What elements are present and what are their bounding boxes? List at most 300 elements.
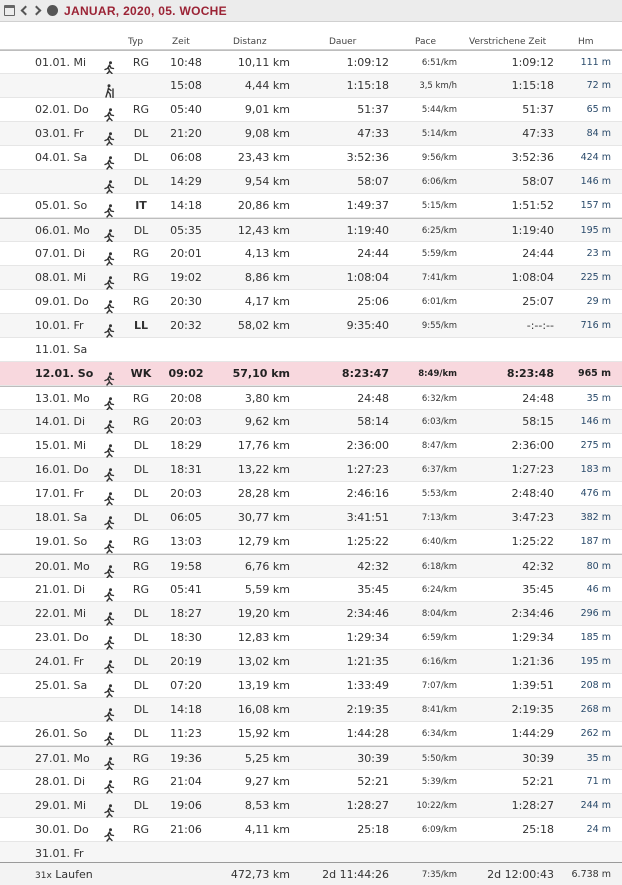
row-distance: 4,11 km bbox=[244, 823, 290, 836]
row-elevation: 157 m bbox=[580, 200, 611, 211]
row-time: 19:02 bbox=[170, 271, 202, 284]
row-elevation bbox=[565, 343, 611, 344]
row-duration: 25:06 bbox=[357, 295, 389, 308]
row-elapsed: 1:19:40 bbox=[511, 224, 554, 237]
activity-count: 31x bbox=[35, 871, 52, 881]
running-icon bbox=[103, 392, 115, 406]
running-icon bbox=[103, 631, 115, 645]
row-duration: 3:52:36 bbox=[346, 151, 389, 164]
row-elapsed: 2:36:00 bbox=[511, 439, 554, 452]
row-time: 13:03 bbox=[170, 535, 202, 548]
row-date: 12.01. So bbox=[35, 367, 94, 380]
chevron-right-icon bbox=[32, 6, 42, 16]
running-icon bbox=[103, 703, 115, 717]
total-elevation: 6.738 m bbox=[571, 869, 611, 880]
row-type: RG bbox=[132, 271, 150, 284]
row-elapsed: 3:47:23 bbox=[511, 511, 554, 524]
row-date: 06.01. Mo bbox=[35, 224, 90, 237]
row-elevation bbox=[565, 847, 611, 848]
row-time: 15:08 bbox=[170, 79, 202, 92]
row-elevation: 84 m bbox=[586, 128, 611, 139]
table-row[interactable] bbox=[0, 818, 622, 842]
row-type: DL bbox=[133, 175, 149, 188]
row-elevation: 29 m bbox=[586, 296, 611, 307]
row-time: 20:01 bbox=[170, 247, 202, 260]
table-row[interactable] bbox=[0, 122, 622, 146]
row-elevation: 71 m bbox=[586, 776, 611, 787]
row-pace: 8:04/km bbox=[421, 609, 457, 619]
running-icon bbox=[103, 439, 115, 453]
row-elevation: 424 m bbox=[580, 152, 611, 163]
row-type: DL bbox=[133, 799, 149, 812]
table-row[interactable] bbox=[0, 74, 622, 98]
row-duration: 1:33:49 bbox=[346, 679, 389, 692]
running-icon bbox=[103, 752, 115, 766]
row-date: 15.01. Mi bbox=[35, 439, 87, 452]
row-pace: 7:07/km bbox=[421, 681, 457, 691]
row-type: DL bbox=[133, 511, 149, 524]
row-elapsed: 1:29:34 bbox=[511, 631, 554, 644]
row-distance: 58,02 km bbox=[237, 319, 290, 332]
row-elapsed: 52:21 bbox=[522, 775, 554, 788]
row-pace: 6:01/km bbox=[421, 297, 457, 307]
row-duration: 1:21:35 bbox=[346, 655, 389, 668]
title-bar bbox=[0, 0, 622, 22]
row-date: 04.01. Sa bbox=[35, 151, 88, 164]
row-elapsed: 24:44 bbox=[522, 247, 554, 260]
activity-table bbox=[0, 50, 622, 866]
row-elevation: 23 m bbox=[586, 248, 611, 259]
row-distance: 4,17 km bbox=[244, 295, 290, 308]
row-elevation: 965 m bbox=[577, 368, 611, 379]
table-row[interactable] bbox=[0, 722, 622, 746]
row-elevation: 296 m bbox=[580, 608, 611, 619]
row-elevation: 80 m bbox=[586, 561, 611, 572]
row-pace: 6:32/km bbox=[421, 394, 457, 404]
row-type: WK bbox=[130, 367, 152, 380]
row-duration: 2:19:35 bbox=[346, 703, 389, 716]
row-duration: 47:33 bbox=[357, 127, 389, 140]
row-type: RG bbox=[132, 752, 150, 765]
header-verstrichene-zeit[interactable]: Verstrichene Zeit bbox=[469, 37, 547, 47]
running-icon bbox=[103, 319, 115, 333]
table-row[interactable] bbox=[0, 770, 622, 794]
row-elevation: 716 m bbox=[580, 320, 611, 331]
row-type: DL bbox=[133, 655, 149, 668]
row-elevation: 275 m bbox=[580, 440, 611, 451]
row-time: 19:36 bbox=[170, 752, 202, 765]
row-time: 20:03 bbox=[170, 415, 202, 428]
table-row[interactable] bbox=[0, 266, 622, 290]
row-duration: 24:44 bbox=[357, 247, 389, 260]
row-elevation: 268 m bbox=[580, 704, 611, 715]
row-date: 29.01. Mi bbox=[35, 799, 87, 812]
row-elapsed: 25:18 bbox=[522, 823, 554, 836]
row-type: DL bbox=[133, 439, 149, 452]
row-time: 14:29 bbox=[170, 175, 202, 188]
table-row[interactable] bbox=[0, 530, 622, 554]
row-time: 05:35 bbox=[170, 224, 202, 237]
running-icon bbox=[103, 463, 115, 477]
table-row[interactable] bbox=[0, 50, 622, 74]
row-duration: 30:39 bbox=[357, 752, 389, 765]
table-row[interactable] bbox=[0, 602, 622, 626]
row-type: DL bbox=[133, 703, 149, 716]
table-row[interactable] bbox=[0, 218, 622, 242]
row-date: 21.01. Di bbox=[35, 583, 86, 596]
row-pace: 5:59/km bbox=[421, 249, 457, 259]
row-date: 17.01. Fr bbox=[35, 487, 84, 500]
row-elevation: 65 m bbox=[586, 104, 611, 115]
row-time: 18:31 bbox=[170, 463, 202, 476]
table-row[interactable] bbox=[0, 626, 622, 650]
row-date: 22.01. Mi bbox=[35, 607, 87, 620]
header-typ[interactable]: Typ bbox=[128, 37, 144, 47]
next-week-button[interactable] bbox=[33, 4, 43, 18]
row-elapsed: 1:21:36 bbox=[511, 655, 554, 668]
page-title: JANUAR, 2020, 05. WOCHE bbox=[64, 3, 227, 18]
row-elapsed: 35:45 bbox=[522, 583, 554, 596]
row-elapsed: 2:48:40 bbox=[511, 487, 554, 500]
row-duration: 9:35:40 bbox=[346, 319, 389, 332]
row-duration: 42:32 bbox=[357, 560, 389, 573]
row-distance: 30,77 km bbox=[237, 511, 290, 524]
table-row[interactable] bbox=[0, 314, 622, 338]
row-elapsed: 1:39:51 bbox=[511, 679, 554, 692]
row-pace: 9:56/km bbox=[421, 153, 457, 163]
row-pace: 6:51/km bbox=[421, 58, 457, 68]
running-icon bbox=[103, 56, 115, 70]
row-pace: 8:47/km bbox=[421, 441, 457, 451]
row-type: DL bbox=[133, 463, 149, 476]
running-icon bbox=[103, 679, 115, 693]
row-duration: 1:49:37 bbox=[346, 199, 389, 212]
header-pace[interactable]: Pace bbox=[415, 37, 437, 47]
row-type: RG bbox=[132, 560, 150, 573]
row-pace: 5:15/km bbox=[421, 201, 457, 211]
running-icon bbox=[103, 560, 115, 574]
row-distance: 6,76 km bbox=[244, 560, 290, 573]
row-elevation: 72 m bbox=[586, 80, 611, 91]
average-pace: 7:35/km bbox=[421, 870, 457, 880]
row-pace: 3,5 km/h bbox=[419, 81, 457, 91]
row-time: 18:27 bbox=[170, 607, 202, 620]
table-row[interactable] bbox=[0, 410, 622, 434]
table-row[interactable] bbox=[0, 362, 622, 386]
row-pace: 10:22/km bbox=[416, 801, 457, 811]
row-duration: 2:46:16 bbox=[346, 487, 389, 500]
row-duration: 51:37 bbox=[357, 103, 389, 116]
row-elapsed: 1:08:04 bbox=[511, 271, 554, 284]
row-pace: 9:55/km bbox=[421, 321, 457, 331]
row-time: 20:19 bbox=[170, 655, 202, 668]
row-elapsed: 1:09:12 bbox=[511, 56, 554, 69]
row-distance: 20,86 km bbox=[237, 199, 290, 212]
running-icon bbox=[103, 367, 115, 381]
row-pace: 7:41/km bbox=[421, 273, 457, 283]
row-distance: 28,28 km bbox=[237, 487, 290, 500]
row-elevation: 183 m bbox=[580, 464, 611, 475]
row-elevation: 187 m bbox=[580, 536, 611, 547]
running-icon bbox=[103, 127, 115, 141]
row-type: RG bbox=[132, 56, 150, 69]
row-type: RG bbox=[132, 415, 150, 428]
row-pace: 7:13/km bbox=[421, 513, 457, 523]
row-distance: 5,25 km bbox=[244, 752, 290, 765]
row-distance: 5,59 km bbox=[244, 583, 290, 596]
totals-row bbox=[0, 862, 622, 885]
table-row[interactable] bbox=[0, 554, 622, 578]
row-elapsed: 58:15 bbox=[522, 415, 554, 428]
row-type: RG bbox=[132, 392, 150, 405]
row-pace: 6:37/km bbox=[421, 465, 457, 475]
running-icon bbox=[103, 799, 115, 813]
table-row[interactable] bbox=[0, 506, 622, 530]
row-date: 01.01. Mi bbox=[35, 56, 87, 69]
row-time: 18:29 bbox=[170, 439, 202, 452]
header-hm[interactable]: Hm bbox=[578, 37, 594, 47]
row-elapsed: 8:23:48 bbox=[506, 367, 554, 380]
row-duration: 1:08:04 bbox=[346, 271, 389, 284]
row-time: 19:58 bbox=[170, 560, 202, 573]
row-pace: 5:39/km bbox=[421, 777, 457, 787]
table-row[interactable] bbox=[0, 458, 622, 482]
row-time: 06:08 bbox=[170, 151, 202, 164]
row-elapsed: 1:25:22 bbox=[511, 535, 554, 548]
table-row[interactable] bbox=[0, 698, 622, 722]
table-row[interactable] bbox=[0, 338, 622, 362]
row-elevation: 225 m bbox=[580, 272, 611, 283]
row-pace: 6:06/km bbox=[421, 177, 457, 187]
row-type: DL bbox=[133, 151, 149, 164]
table-row[interactable] bbox=[0, 650, 622, 674]
row-elapsed: 30:39 bbox=[522, 752, 554, 765]
row-distance: 13,22 km bbox=[237, 463, 290, 476]
table-row[interactable] bbox=[0, 146, 622, 170]
row-distance: 9,27 km bbox=[244, 775, 290, 788]
chevron-left-icon bbox=[21, 6, 31, 16]
row-distance: 9,62 km bbox=[244, 415, 290, 428]
row-elevation: 185 m bbox=[580, 632, 611, 643]
row-pace: 6:03/km bbox=[421, 417, 457, 427]
table-row[interactable] bbox=[0, 746, 622, 770]
row-duration: 2:36:00 bbox=[346, 439, 389, 452]
running-icon bbox=[103, 487, 115, 501]
running-icon bbox=[103, 655, 115, 669]
running-icon bbox=[103, 247, 115, 261]
row-duration: 3:41:51 bbox=[346, 511, 389, 524]
row-pace: 5:50/km bbox=[421, 754, 457, 764]
row-elevation: 35 m bbox=[586, 393, 611, 404]
row-date: 18.01. Sa bbox=[35, 511, 88, 524]
row-type: RG bbox=[132, 103, 150, 116]
total-distance: 472,73 km bbox=[230, 868, 290, 881]
row-type: RG bbox=[132, 823, 150, 836]
row-elapsed: 25:07 bbox=[522, 295, 554, 308]
row-time: 10:48 bbox=[170, 56, 202, 69]
total-duration: 2d 11:44:26 bbox=[322, 868, 389, 881]
row-duration: 1:44:28 bbox=[346, 727, 389, 740]
row-duration: 2:34:46 bbox=[346, 607, 389, 620]
row-elapsed: 1:51:52 bbox=[511, 199, 554, 212]
running-icon bbox=[103, 415, 115, 429]
row-distance: 4,13 km bbox=[244, 247, 290, 260]
column-headers bbox=[0, 34, 622, 50]
row-distance: 57,10 km bbox=[232, 367, 290, 380]
row-duration: 52:21 bbox=[357, 775, 389, 788]
header-dauer[interactable]: Dauer bbox=[329, 37, 357, 47]
row-pace bbox=[405, 847, 457, 849]
running-icon bbox=[103, 535, 115, 549]
row-distance: 15,92 km bbox=[237, 727, 290, 740]
row-elevation: 24 m bbox=[586, 824, 611, 835]
table-row[interactable] bbox=[0, 578, 622, 602]
row-pace: 6:25/km bbox=[421, 226, 457, 236]
table-row[interactable] bbox=[0, 170, 622, 194]
row-type: DL bbox=[133, 607, 149, 620]
row-elapsed: -:--:-- bbox=[526, 319, 554, 332]
table-row[interactable] bbox=[0, 434, 622, 458]
row-duration: 1:28:27 bbox=[346, 799, 389, 812]
row-elevation: 244 m bbox=[580, 800, 611, 811]
running-icon bbox=[103, 224, 115, 238]
running-icon bbox=[103, 583, 115, 597]
row-distance: 13,02 km bbox=[237, 655, 290, 668]
row-duration: 58:14 bbox=[357, 415, 389, 428]
row-time: 05:40 bbox=[170, 103, 202, 116]
calendar-icon[interactable] bbox=[4, 4, 15, 18]
row-time: 14:18 bbox=[170, 199, 202, 212]
row-pace: 6:24/km bbox=[421, 585, 457, 595]
row-date: 13.01. Mo bbox=[35, 392, 90, 405]
row-elevation: 35 m bbox=[586, 753, 611, 764]
row-distance: 23,43 km bbox=[237, 151, 290, 164]
table-row[interactable] bbox=[0, 290, 622, 314]
row-duration: 1:15:18 bbox=[346, 79, 389, 92]
row-elevation: 208 m bbox=[580, 680, 611, 691]
row-time: 20:32 bbox=[170, 319, 202, 332]
row-time: 20:30 bbox=[170, 295, 202, 308]
row-pace: 5:44/km bbox=[421, 105, 457, 115]
table-row[interactable] bbox=[0, 98, 622, 122]
row-distance: 10,11 km bbox=[237, 56, 290, 69]
table-row[interactable] bbox=[0, 242, 622, 266]
row-elevation: 46 m bbox=[586, 584, 611, 595]
row-time: 07:20 bbox=[170, 679, 202, 692]
table-row[interactable] bbox=[0, 386, 622, 410]
total-elapsed: 2d 12:00:43 bbox=[487, 868, 554, 881]
row-elapsed: 47:33 bbox=[522, 127, 554, 140]
row-elapsed: 1:27:23 bbox=[511, 463, 554, 476]
row-pace: 5:14/km bbox=[421, 129, 457, 139]
row-date: 27.01. Mo bbox=[35, 752, 90, 765]
row-date: 14.01. Di bbox=[35, 415, 86, 428]
row-date: 10.01. Fr bbox=[35, 319, 84, 332]
row-elapsed: 42:32 bbox=[522, 560, 554, 573]
row-date: 20.01. Mo bbox=[35, 560, 90, 573]
running-icon bbox=[103, 775, 115, 789]
row-date: 11.01. Sa bbox=[35, 343, 88, 356]
row-duration: 1:29:34 bbox=[346, 631, 389, 644]
row-date: 09.01. Do bbox=[35, 295, 89, 308]
row-distance: 17,76 km bbox=[237, 439, 290, 452]
hiking-icon bbox=[103, 79, 115, 93]
running-icon bbox=[103, 295, 115, 309]
row-pace: 5:53/km bbox=[421, 489, 457, 499]
table-row[interactable] bbox=[0, 194, 622, 218]
row-elevation: 195 m bbox=[580, 225, 611, 236]
row-type: DL bbox=[133, 727, 149, 740]
previous-week-button[interactable] bbox=[19, 4, 29, 18]
header-distanz[interactable]: Distanz bbox=[233, 37, 267, 47]
row-pace: 6:16/km bbox=[421, 657, 457, 667]
row-date: 26.01. So bbox=[35, 727, 88, 740]
header-zeit[interactable]: Zeit bbox=[172, 37, 190, 47]
row-pace: 6:59/km bbox=[421, 633, 457, 643]
table-row[interactable] bbox=[0, 482, 622, 506]
row-elevation: 476 m bbox=[580, 488, 611, 499]
row-pace: 6:34/km bbox=[421, 729, 457, 739]
row-elevation: 195 m bbox=[580, 656, 611, 667]
row-type: DL bbox=[133, 631, 149, 644]
row-type: RG bbox=[132, 295, 150, 308]
row-distance: 12,43 km bbox=[237, 224, 290, 237]
row-type: DL bbox=[133, 127, 149, 140]
running-icon bbox=[103, 103, 115, 117]
row-elapsed: 51:37 bbox=[522, 103, 554, 116]
row-time: 21:20 bbox=[170, 127, 202, 140]
row-time: 19:06 bbox=[170, 799, 202, 812]
table-row[interactable] bbox=[0, 674, 622, 698]
row-distance: 8,53 km bbox=[244, 799, 290, 812]
row-elevation: 146 m bbox=[580, 416, 611, 427]
today-button[interactable] bbox=[47, 4, 58, 18]
row-duration: 1:25:22 bbox=[346, 535, 389, 548]
row-date: 28.01. Di bbox=[35, 775, 86, 788]
row-elevation: 111 m bbox=[580, 57, 611, 68]
row-date: 08.01. Mi bbox=[35, 271, 87, 284]
row-date: 30.01. Do bbox=[35, 823, 89, 836]
row-distance: 12,79 km bbox=[237, 535, 290, 548]
row-time: 14:18 bbox=[170, 703, 202, 716]
row-elevation: 382 m bbox=[580, 512, 611, 523]
row-duration: 35:45 bbox=[357, 583, 389, 596]
row-duration: 8:23:47 bbox=[341, 367, 389, 380]
row-distance: 12,83 km bbox=[237, 631, 290, 644]
row-elevation: 262 m bbox=[580, 728, 611, 739]
row-duration: 1:19:40 bbox=[346, 224, 389, 237]
row-distance: 13,19 km bbox=[237, 679, 290, 692]
row-date: 24.01. Fr bbox=[35, 655, 84, 668]
row-elapsed: 58:07 bbox=[522, 175, 554, 188]
row-distance: 3,80 km bbox=[244, 392, 290, 405]
row-date: 25.01. Sa bbox=[35, 679, 88, 692]
row-distance: 9,54 km bbox=[244, 175, 290, 188]
circle-icon bbox=[47, 5, 58, 16]
row-time: 11:23 bbox=[170, 727, 202, 740]
row-elapsed: 1:28:27 bbox=[511, 799, 554, 812]
row-pace: 6:18/km bbox=[421, 562, 457, 572]
running-icon bbox=[103, 823, 115, 837]
row-elapsed: 2:34:46 bbox=[511, 607, 554, 620]
row-type: IT bbox=[135, 199, 147, 212]
row-date: 23.01. Do bbox=[35, 631, 89, 644]
row-date: 16.01. Do bbox=[35, 463, 89, 476]
row-date: 31.01. Fr bbox=[35, 847, 84, 860]
row-time: 06:05 bbox=[170, 511, 202, 524]
table-row[interactable] bbox=[0, 794, 622, 818]
row-type: RG bbox=[132, 775, 150, 788]
